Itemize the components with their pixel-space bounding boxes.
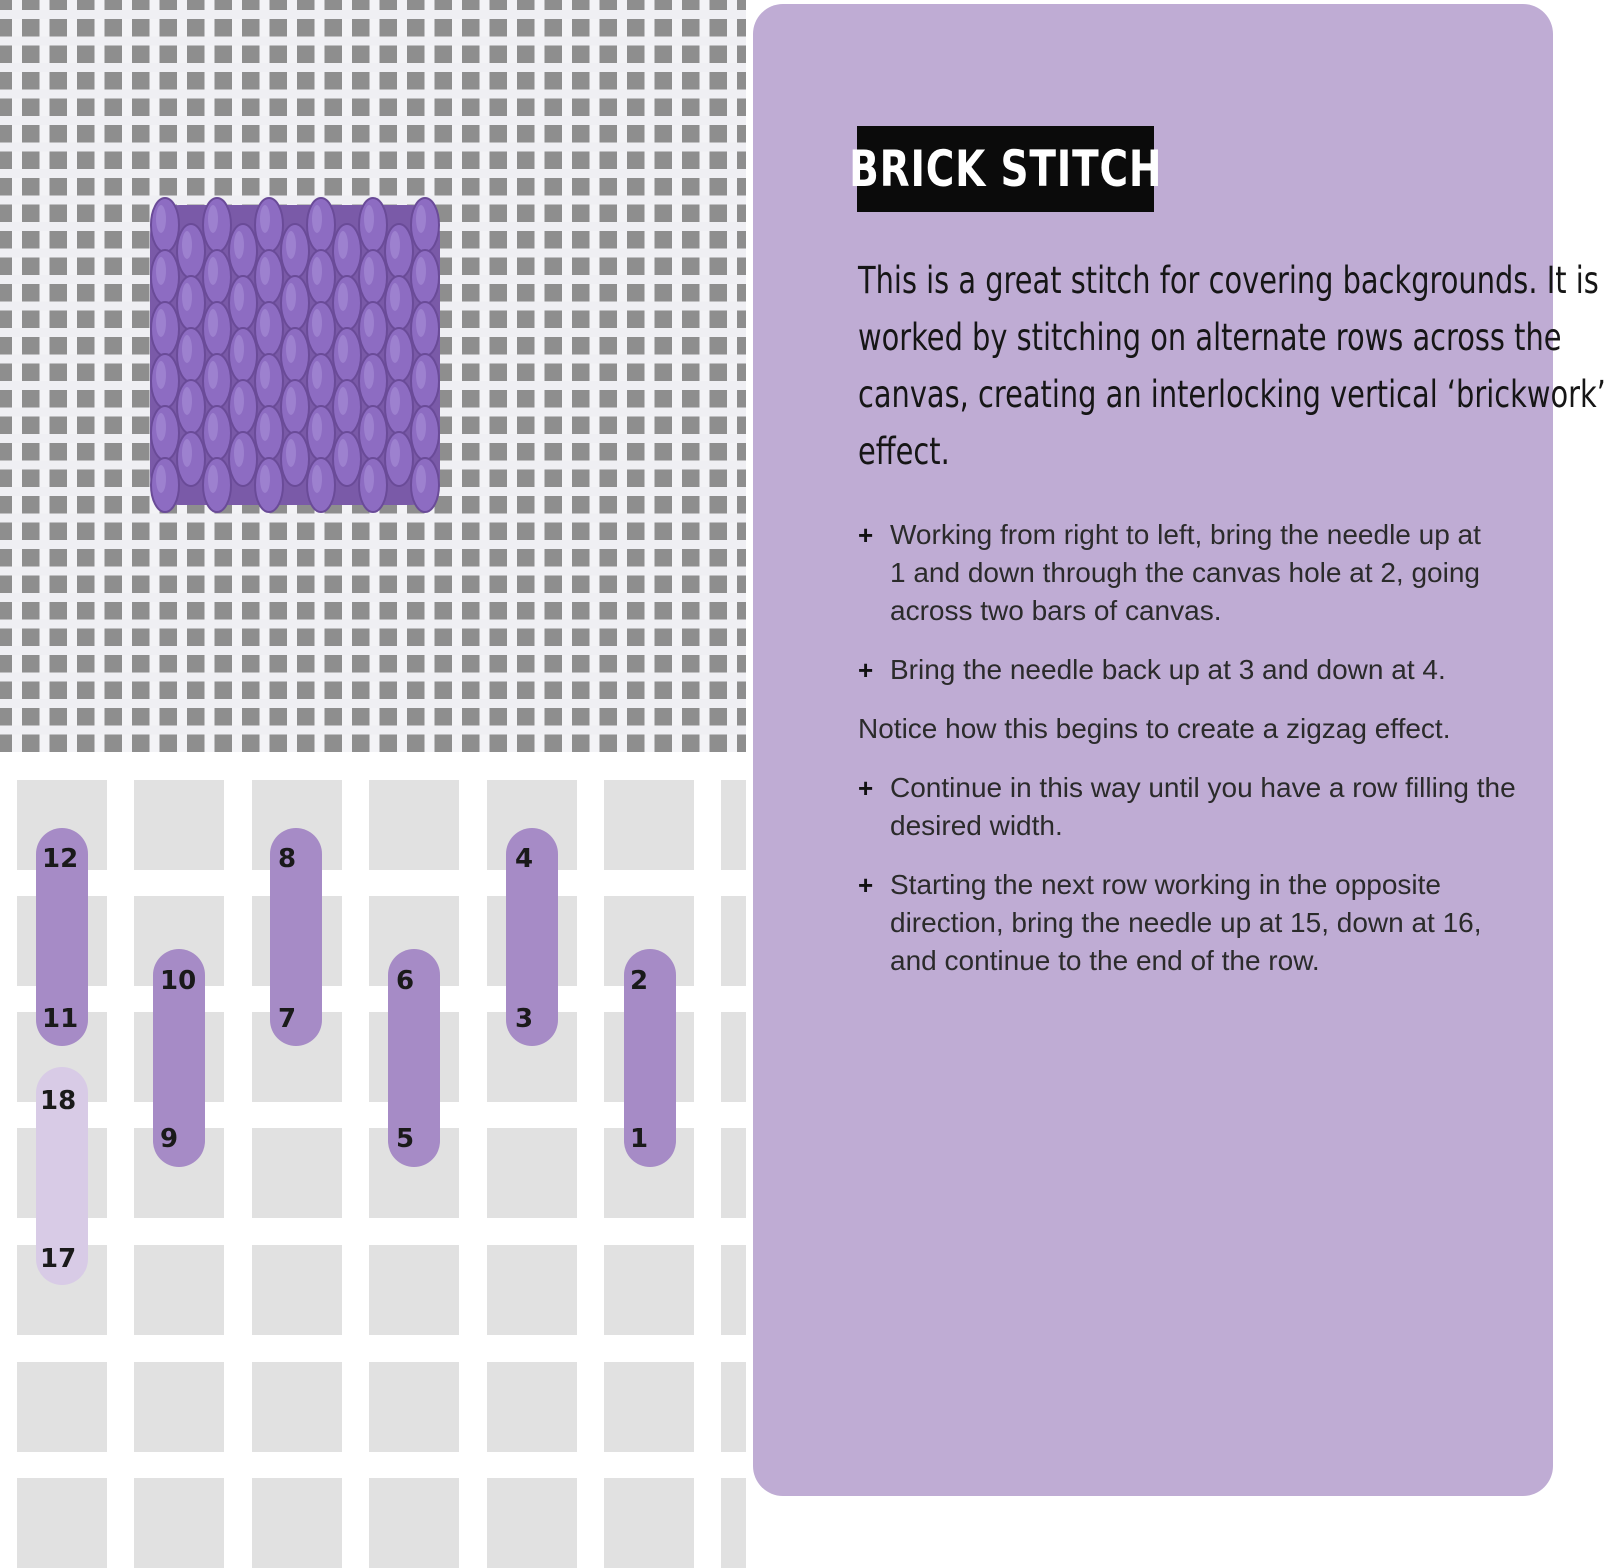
step-line: Continue in this way until you have a row filling the xyxy=(890,772,1516,803)
yarn-highlight xyxy=(234,439,244,467)
instruction-panel xyxy=(753,4,1553,1496)
stitch-number-bottom: 1 xyxy=(630,1124,649,1154)
yarn-highlight xyxy=(364,309,374,337)
intro-line: worked by stitching on alternate rows across the xyxy=(858,316,1562,359)
stitch-number-top: 6 xyxy=(396,966,415,996)
step-text xyxy=(890,866,1482,980)
yarn-highlight xyxy=(390,387,400,415)
grid-cell xyxy=(604,1362,694,1452)
stitch-number-top: 8 xyxy=(278,844,297,874)
grid-cell xyxy=(369,1478,459,1568)
canvas-thread-vertical xyxy=(40,0,50,752)
yarn-highlight xyxy=(260,205,270,233)
step-text xyxy=(890,651,1446,689)
yarn-highlight xyxy=(208,309,218,337)
canvas-thread-vertical xyxy=(700,0,710,752)
step-line: Starting the next row working in the opposite xyxy=(890,869,1441,900)
canvas-thread-horizontal xyxy=(0,726,746,735)
stitch-number-bottom: 9 xyxy=(160,1124,179,1154)
grid-cell xyxy=(134,780,224,870)
yarn-highlight xyxy=(182,283,192,311)
yarn-highlight xyxy=(416,257,426,285)
yarn-highlight xyxy=(364,465,374,493)
grid-cell xyxy=(487,1478,577,1568)
grid-cell xyxy=(721,1245,746,1335)
canvas-thread-vertical xyxy=(727,0,737,752)
grid-cell xyxy=(17,1478,107,1568)
canvas-photo-image xyxy=(0,0,746,752)
yarn-highlight xyxy=(260,309,270,337)
canvas-thread-vertical xyxy=(507,0,517,752)
yarn-highlight xyxy=(338,283,348,311)
yarn-highlight xyxy=(312,257,322,285)
grid-cell xyxy=(721,1128,746,1218)
canvas-thread-vertical xyxy=(67,0,77,752)
plus-bullet-icon: + xyxy=(858,655,874,685)
grid-cell xyxy=(252,1362,342,1452)
yarn-highlight xyxy=(416,413,426,441)
yarn-highlight xyxy=(260,361,270,389)
step-line: direction, bring the needle up at 15, down at 16, xyxy=(890,907,1482,938)
yarn-highlight xyxy=(234,387,244,415)
yarn-highlight xyxy=(338,335,348,363)
stitch-number-bottom: 5 xyxy=(396,1124,415,1154)
yarn-highlight xyxy=(260,465,270,493)
grid-cell xyxy=(252,1245,342,1335)
yarn-highlight xyxy=(312,465,322,493)
step-text xyxy=(890,769,1516,845)
intro-line: effect. xyxy=(858,430,950,473)
yarn-highlight xyxy=(260,257,270,285)
grid-cell xyxy=(721,1012,746,1102)
yarn-highlight xyxy=(208,361,218,389)
yarn-highlight xyxy=(208,465,218,493)
canvas-thread-horizontal xyxy=(0,10,746,19)
step-line: Bring the needle back up at 3 and down at 4. xyxy=(890,654,1446,685)
stitch-photo xyxy=(0,0,746,752)
intro-line: canvas, creating an interlocking vertical ‘brickwork’ xyxy=(858,373,1606,416)
yarn-highlight xyxy=(286,231,296,259)
title-banner xyxy=(848,126,1163,212)
grid-cell xyxy=(604,780,694,870)
canvas-thread-vertical xyxy=(645,0,655,752)
page-title: BRICK STITCH xyxy=(848,140,1163,198)
canvas-thread-horizontal xyxy=(0,540,746,549)
grid-cell xyxy=(604,1245,694,1335)
canvas-thread-vertical xyxy=(122,0,132,752)
canvas-thread-horizontal xyxy=(0,646,746,655)
stitch-number-bottom: 17 xyxy=(40,1244,77,1274)
yarn-highlight xyxy=(416,465,426,493)
yarn-highlight xyxy=(312,413,322,441)
yarn-highlight xyxy=(156,361,166,389)
canvas-thread-vertical xyxy=(672,0,682,752)
note-text: Notice how this begins to create a zigzag effect. xyxy=(858,713,1451,744)
canvas-thread-horizontal xyxy=(0,620,746,629)
plus-bullet-icon: + xyxy=(858,520,874,550)
canvas-thread-vertical xyxy=(480,0,490,752)
yarn-highlight xyxy=(286,387,296,415)
yarn-highlight xyxy=(390,439,400,467)
yarn-highlight xyxy=(286,439,296,467)
grid-cell xyxy=(134,1478,224,1568)
canvas-thread-horizontal xyxy=(0,90,746,99)
step-line: 1 and down through the canvas hole at 2, going xyxy=(890,557,1480,588)
step-line: Working from right to left, bring the needle up at xyxy=(890,519,1481,550)
yarn-highlight xyxy=(390,283,400,311)
canvas-thread-vertical xyxy=(95,0,105,752)
canvas-thread-horizontal xyxy=(0,699,746,708)
yarn-highlight xyxy=(234,231,244,259)
yarn-highlight xyxy=(312,361,322,389)
yarn-highlight xyxy=(338,439,348,467)
canvas-thread-vertical xyxy=(590,0,600,752)
grid-cell xyxy=(487,1128,577,1218)
canvas-thread-horizontal xyxy=(0,37,746,46)
yarn-highlight xyxy=(234,335,244,363)
canvas-thread-vertical xyxy=(617,0,627,752)
yarn-highlight xyxy=(416,309,426,337)
grid-cell xyxy=(721,780,746,870)
grid-cell xyxy=(252,1478,342,1568)
step-line: across two bars of canvas. xyxy=(890,595,1222,626)
yarn-highlight xyxy=(338,387,348,415)
stitch-number-top: 4 xyxy=(515,844,534,874)
step-text xyxy=(890,516,1481,630)
stitch-diagram xyxy=(0,778,746,1500)
yarn-highlight xyxy=(182,335,192,363)
grid-cell xyxy=(252,1128,342,1218)
grid-cell xyxy=(604,1478,694,1568)
canvas-thread-vertical xyxy=(12,0,22,752)
grid-cell xyxy=(369,1245,459,1335)
grid-cell xyxy=(487,1362,577,1452)
stitch-number-bottom: 11 xyxy=(42,1004,79,1034)
intro-line: This is a great stitch for covering backgrounds. It is xyxy=(858,259,1599,302)
grid-cell xyxy=(134,1245,224,1335)
plus-bullet-icon: + xyxy=(858,870,874,900)
yarn-highlight xyxy=(234,283,244,311)
grid-cell xyxy=(721,1478,746,1568)
yarn-highlight xyxy=(208,257,218,285)
yarn-highlight xyxy=(208,413,218,441)
yarn-highlight xyxy=(156,309,166,337)
yarn-highlight xyxy=(364,361,374,389)
yarn-highlight xyxy=(182,387,192,415)
intro-paragraph xyxy=(858,252,1606,480)
canvas-thread-vertical xyxy=(452,0,462,752)
yarn-highlight xyxy=(156,257,166,285)
plus-bullet-icon: + xyxy=(858,773,874,803)
canvas-thread-horizontal xyxy=(0,169,746,178)
yarn-highlight xyxy=(312,205,322,233)
grid-cell xyxy=(17,1362,107,1452)
step-line: desired width. xyxy=(890,810,1063,841)
canvas-thread-vertical xyxy=(535,0,545,752)
stitch-number-bottom: 7 xyxy=(278,1004,297,1034)
yarn-highlight xyxy=(182,439,192,467)
yarn-highlight xyxy=(156,413,166,441)
grid-cell xyxy=(134,1362,224,1452)
yarn-highlight xyxy=(390,335,400,363)
stitch-number-top: 12 xyxy=(42,844,79,874)
stitch-number-bottom: 3 xyxy=(515,1004,534,1034)
stitch-number-top: 18 xyxy=(40,1086,77,1116)
yarn-highlight xyxy=(156,205,166,233)
canvas-thread-horizontal xyxy=(0,567,746,576)
step-line: and continue to the end of the row. xyxy=(890,945,1320,976)
canvas-thread-horizontal xyxy=(0,673,746,682)
grid-cell xyxy=(369,1362,459,1452)
yarn-highlight xyxy=(364,257,374,285)
canvas-thread-horizontal xyxy=(0,593,746,602)
stitch-number-top: 10 xyxy=(160,966,197,996)
canvas-thread-horizontal xyxy=(0,63,746,72)
yarn-highlight xyxy=(260,413,270,441)
yarn-highlight xyxy=(312,309,322,337)
grid-cell xyxy=(721,896,746,986)
yarn-highlight xyxy=(416,205,426,233)
yarn-highlight xyxy=(390,231,400,259)
grid-cell xyxy=(721,1362,746,1452)
canvas-thread-horizontal xyxy=(0,116,746,125)
yarn-highlight xyxy=(182,231,192,259)
canvas-thread-horizontal xyxy=(0,143,746,152)
yarn-highlight xyxy=(364,413,374,441)
stitch-number-top: 2 xyxy=(630,966,649,996)
grid-cell xyxy=(487,1245,577,1335)
canvas-thread-horizontal xyxy=(0,514,746,523)
yarn-highlight xyxy=(286,335,296,363)
grid-cell xyxy=(369,780,459,870)
yarn-highlight xyxy=(416,361,426,389)
yarn-highlight xyxy=(338,231,348,259)
yarn-highlight xyxy=(156,465,166,493)
yarn-highlight xyxy=(286,283,296,311)
yarn-highlight xyxy=(364,205,374,233)
yarn-highlight xyxy=(208,205,218,233)
canvas-thread-vertical xyxy=(562,0,572,752)
